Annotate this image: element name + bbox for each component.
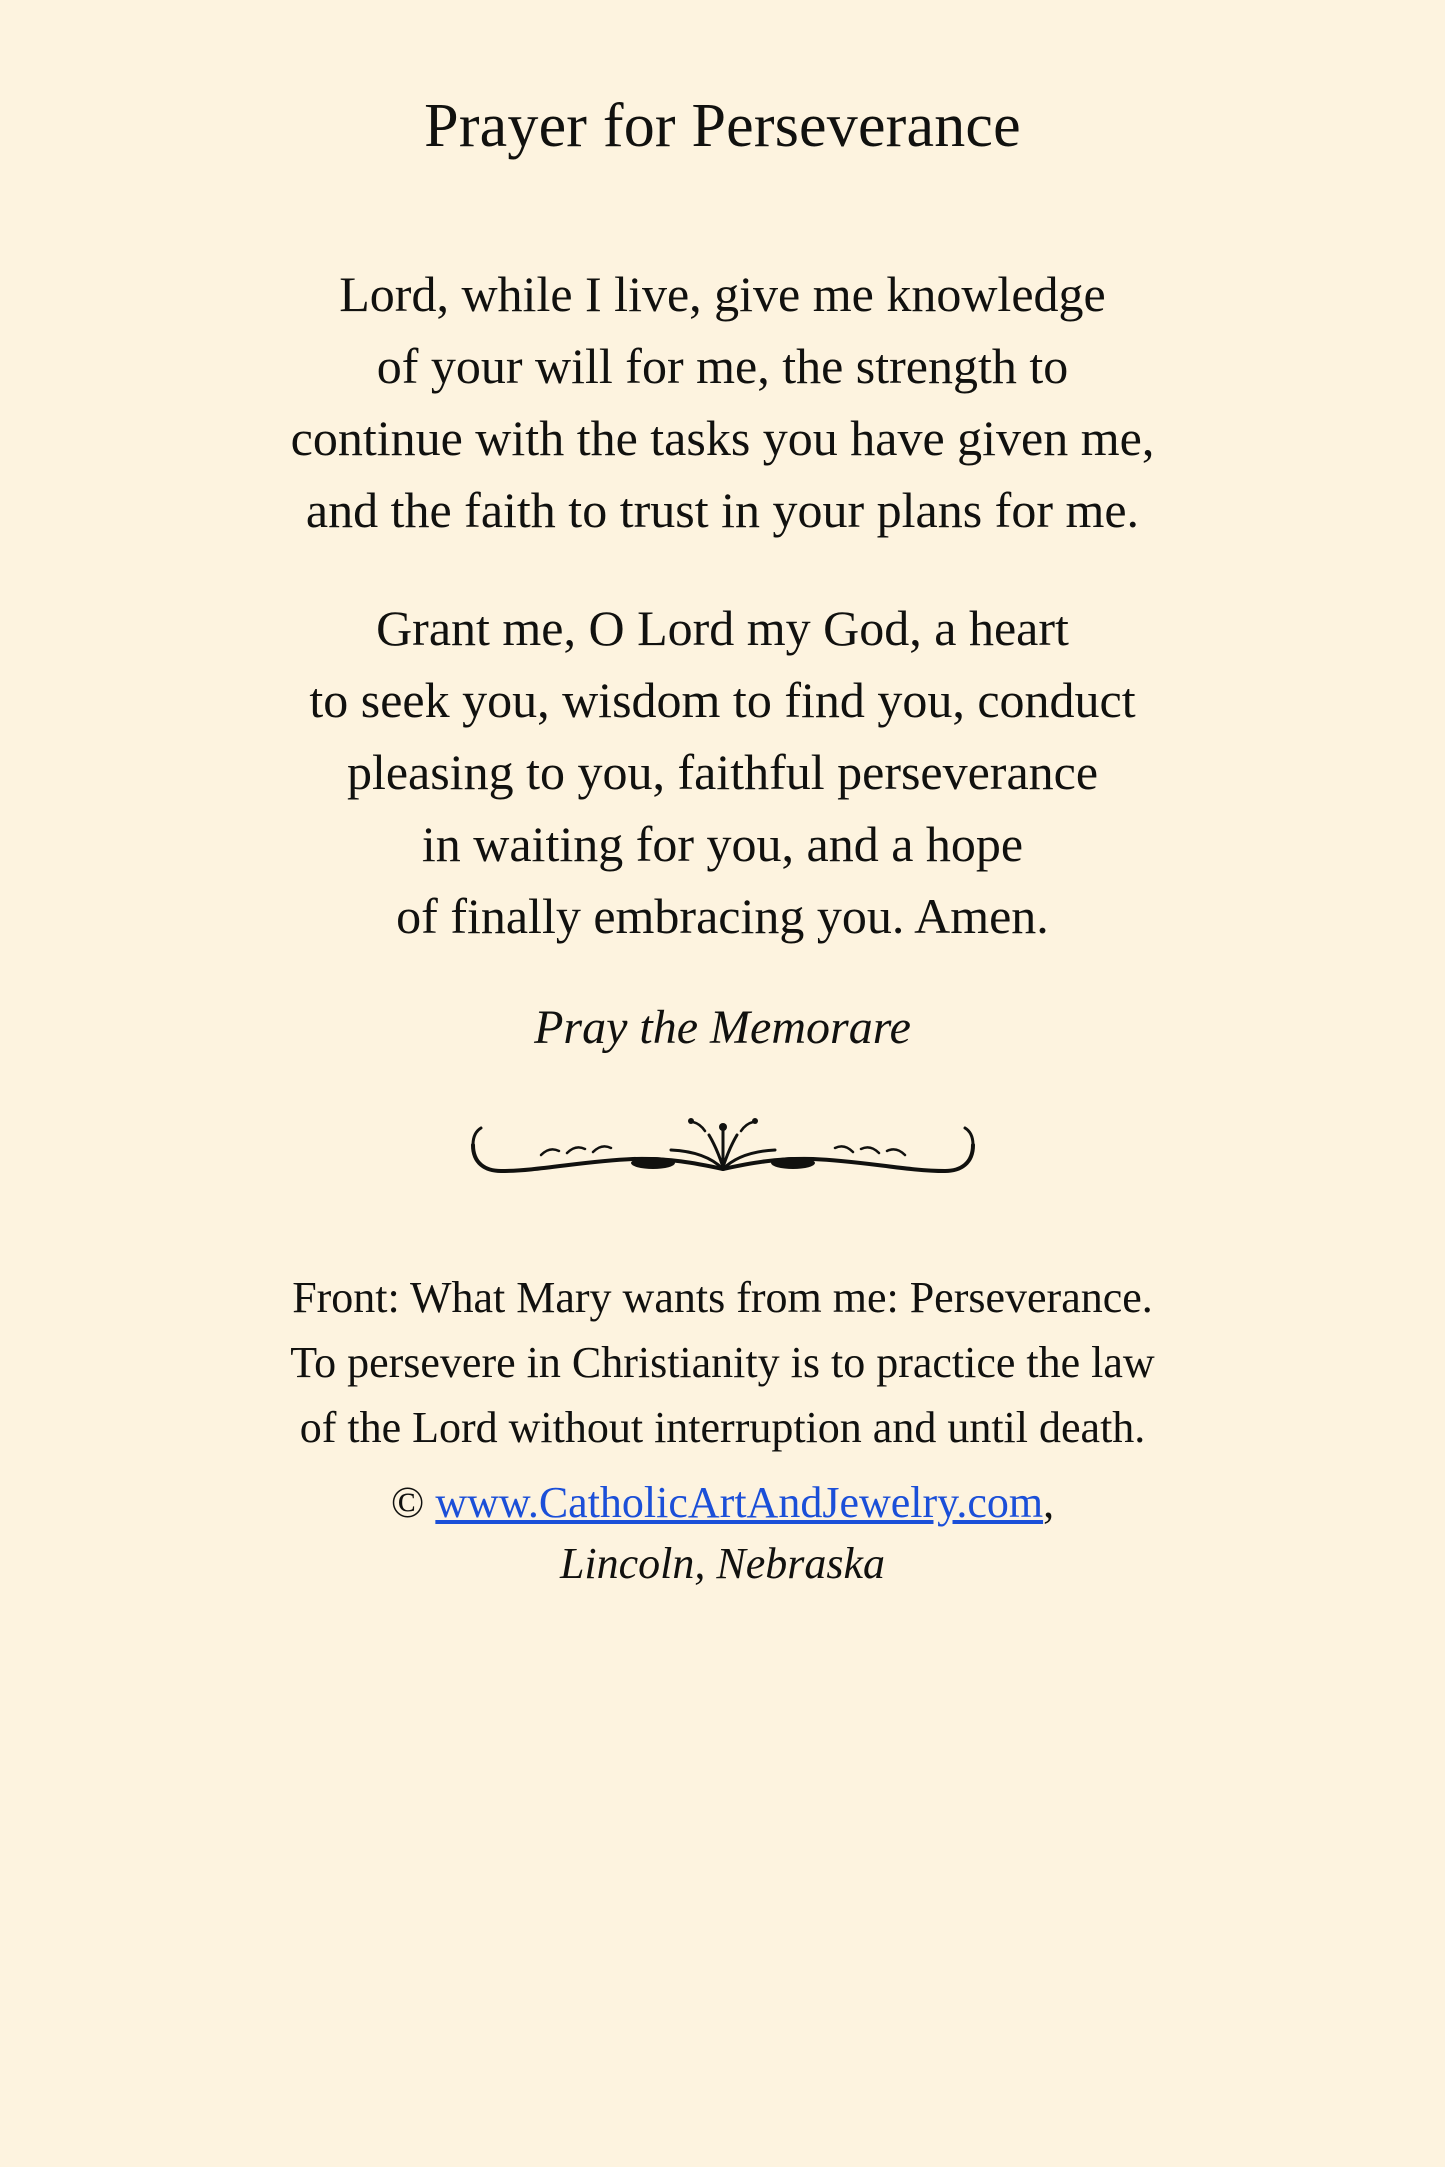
- prayer-line: Lord, while I live, give me knowledge: [339, 265, 1106, 322]
- prayer-line: and the faith to trust in your plans for me.: [305, 481, 1140, 538]
- footnote-line: To persevere in Christianity is to practice the law: [290, 1337, 1155, 1387]
- prayer-line: of finally embracing you. Amen.: [396, 887, 1049, 944]
- prayer-paragraph-2: [309, 592, 1135, 952]
- footnote-line: Front: What Mary wants from me: Perseverance.: [292, 1272, 1153, 1322]
- prayer-line: continue with the tasks you have given me,: [290, 409, 1155, 466]
- publisher-location: Lincoln, Nebraska: [559, 1539, 886, 1589]
- prayer-paragraph-1: [291, 258, 1155, 546]
- copyright-symbol: ©: [390, 1478, 425, 1528]
- footnote-line: of the Lord without interruption and until death.: [299, 1402, 1146, 1452]
- credit-trailing-comma: ,: [1043, 1478, 1055, 1528]
- copyright-credit: [391, 1470, 1054, 1536]
- footnote-text: [290, 1265, 1154, 1460]
- prayer-line: in waiting for you, and a hope: [421, 815, 1024, 872]
- prayer-line: to seek you, wisdom to find you, conduct: [309, 671, 1136, 728]
- prayer-line: pleasing to you, faithful perseverance: [346, 743, 1099, 800]
- prayer-line: of your will for me, the strength to: [376, 337, 1069, 394]
- flourish-divider-icon: [443, 1111, 1003, 1187]
- prayer-line: Grant me, O Lord my God, a heart: [376, 599, 1069, 656]
- website-link[interactable]: www.CatholicArtAndJewelry.com: [435, 1478, 1044, 1528]
- page-title: Prayer for Perseverance: [424, 92, 1021, 160]
- prayer-instruction: Pray the Memorare: [534, 1000, 911, 1054]
